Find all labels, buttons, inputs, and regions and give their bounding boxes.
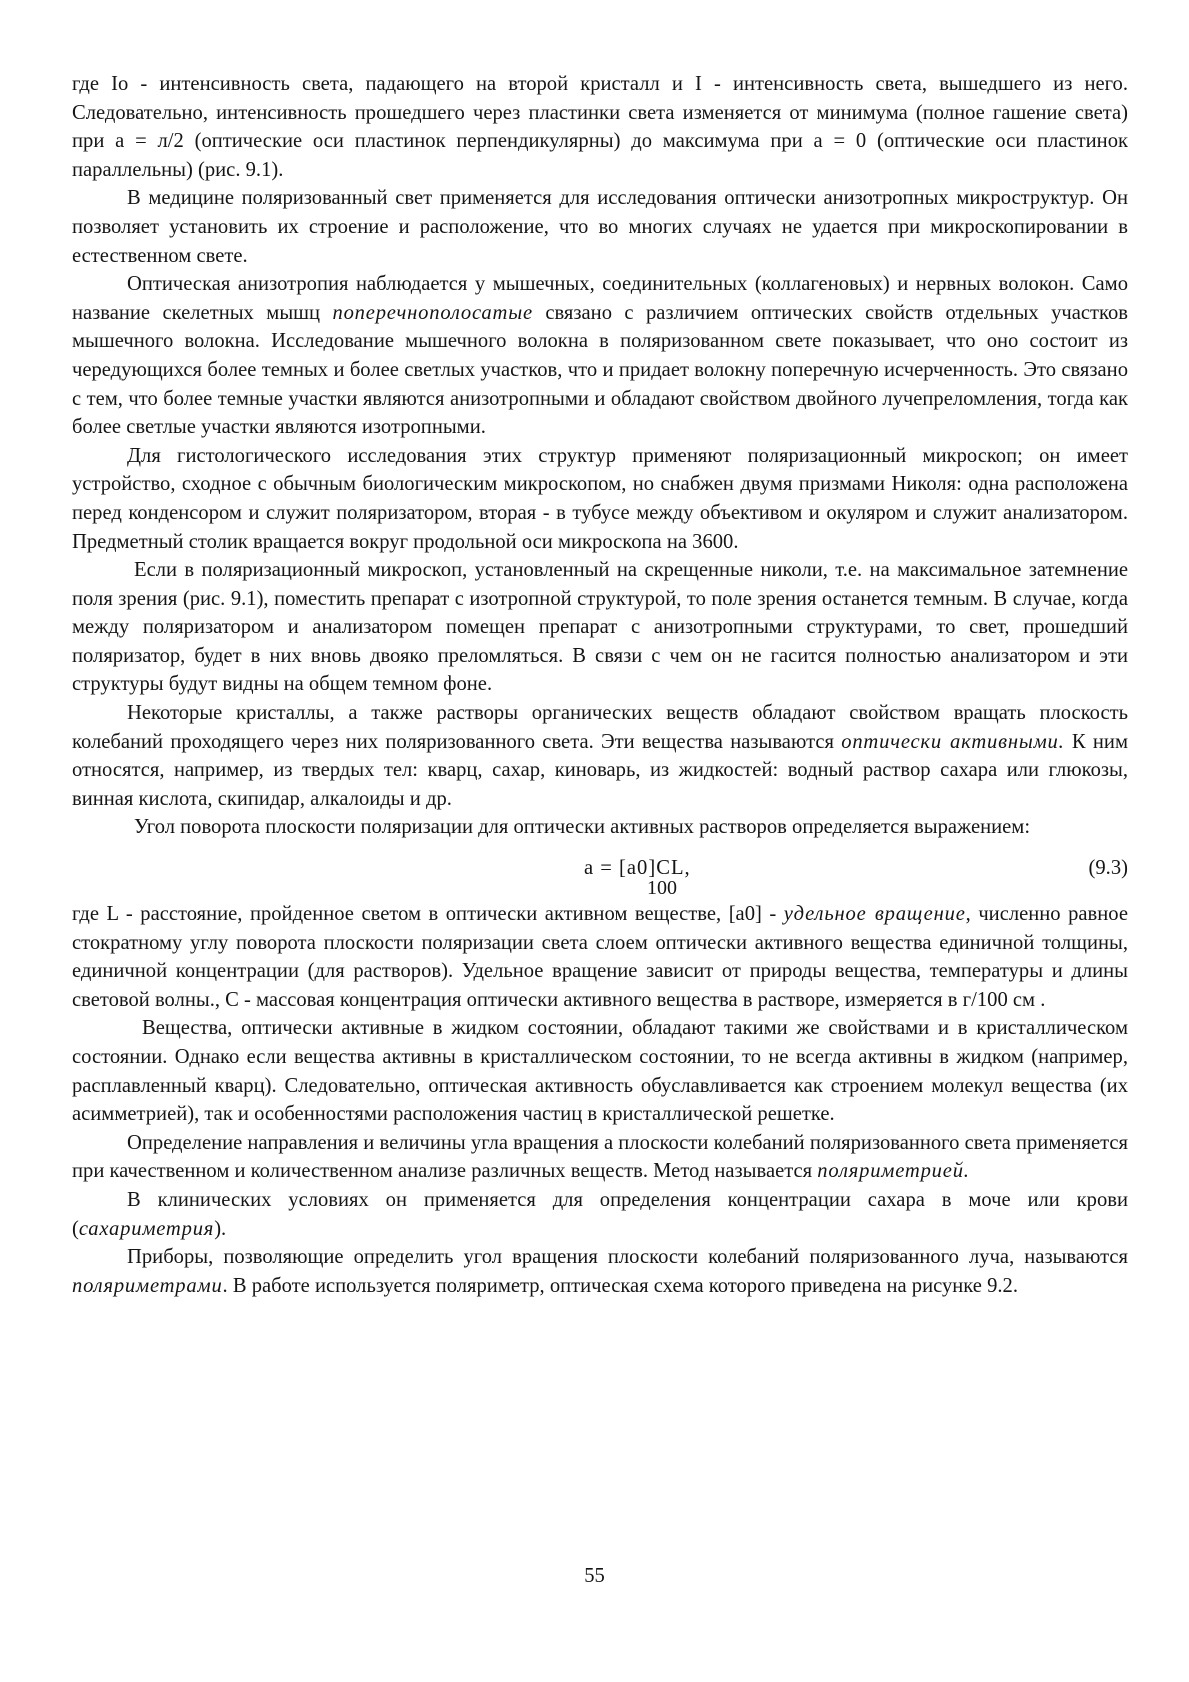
term-polarimeters: поляриметрами: [72, 1274, 223, 1297]
paragraph-10-text-a: Определение направления и величины угла вращения a плоскости колебаний поляризованного света применяется при качественном и количественном анализе различных веществ. Метод называется: [72, 1131, 1128, 1183]
paragraph-2: В медицине поляризованный свет применяется для исследования оптически анизотропных микроструктур. Он позволяет установить их строение и расположение, что во многих случаях не удается при микроскопировании в естественном свете.: [72, 187, 1128, 267]
page-number: 55: [584, 1565, 605, 1587]
paragraph-7: Угол поворота плоскости поляризации для оптически активных растворов определяется выражением:: [134, 816, 1031, 839]
formula-expression: a = [a0]CL,: [584, 857, 691, 880]
paragraph-8-text-a: где L - расстояние, пройденное светом в оптически активном веществе, [a0] -: [72, 903, 784, 926]
paragraph-9: Вещества, оптически активные в жидком состоянии, обладают такими же свойствами и в кристаллическом состоянии. Однако если вещества активны в кристаллическом состоянии, то не всегда активны в жидком (например, расплавленный кварц). Следовательно, оптическая активность обуславливается как строением молекул вещества (их асимметрией), так и особенностями расположения частиц в кристаллической решетке.: [72, 1017, 1128, 1126]
paragraph-8: [72, 900, 1128, 1014]
paragraph-5: Если в поляризационный микроскоп, установленный на скрещенные николи, т.е. на максимальное затемнение поля зрения (рис. 9.1), поместить препарат с изотропной структурой, то поле зрения останется темным. В случае, когда между поляризатором и анализатором помещен препарат с анизотропными структурами, то свет, прошедший поляризатор, будет в них вновь двояко преломляться. В связи с чем он не гасится полностью анализатором и эти структуры будут видны на общем темном фоне.: [72, 559, 1128, 696]
paragraph-6-text-b: К ним относятся, например, из твердых тел: кварц, сахар, киноварь, из жидкостей: водный раствор сахара или глюкозы, винная кислота, скипидар, алкалоиды и др.: [72, 730, 1128, 810]
paragraph-8-text-b: , численно равное стократному углу поворота плоскости поляризации света слоем оптически активного вещества единичной толщины, единичной концентрации (для растворов). Удельное вращение зависит от природы вещества, температуры и длины световой волны., С - массовая концентрация оптически активного вещества в растворе, измеряется в г/100 см .: [72, 903, 1128, 1011]
paragraph-3-text-a: Оптическая анизотропия наблюдается у мышечных, соединительных (коллагеновых) и нервных волокон. Само название скелетных мышц: [72, 273, 1128, 324]
formula-number: (9.3): [1088, 857, 1128, 880]
term-saccharimetry: сахариметрия: [78, 1217, 215, 1240]
formula-denominator: 100: [647, 877, 677, 900]
body-text: [72, 70, 1128, 1300]
formula-9-3: [72, 842, 1128, 900]
paragraph-4: Для гистологического исследования этих структур применяют поляризационный микроскоп; он имеет устройство, сходное с обычным биологическим микроскопом, но снабжен двумя призмами Николя: одна расположена перед конденсором и служит поляризатором, вторая - в тубусе между объективом и окуляром и служит анализатором. Предметный столик вращается вокруг продольной оси микроскопа на 3600.: [72, 444, 1128, 553]
paragraph-11-text-b: ).: [214, 1217, 227, 1240]
paragraph-12: [72, 1243, 1128, 1300]
paragraph-3-text-b: связано с различием оптических свойств отдельных участков мышечного волокна. Исследование мышечного волокна в поляризованном свете показывает, что оно состоит из чередующихся более темных и более светлых участков, что и придает волокну поперечную исчерченность. Это связано с тем, что более темные участки являются анизотропными и обладают свойством двойного лучепреломления, тогда как более светлые участки являются изотропными.: [72, 301, 1129, 439]
paragraph-12-text-b: . В работе используется поляриметр, оптическая схема которого приведена на рисунке 9.2.: [222, 1274, 1018, 1297]
paragraph-6: [72, 699, 1128, 813]
paragraph-3: [72, 270, 1128, 442]
paragraph-10: [72, 1129, 1128, 1186]
term-cross-striated: поперечнополосатые: [332, 301, 533, 324]
paragraph-1: где Iо - интенсивность света, падающего на второй кристалл и I - интенсивность света, вышедшего из него. Следовательно, интенсивность прошедшего через пластинки света изменяется от минимума (полное гашение света) при a = л/2 (оптические оси пластинок перпендикулярны) до максимума при a = 0 (оптические оси пластинок параллельны) (рис. 9.1).: [72, 73, 1128, 181]
paragraph-12-text-a: Приборы, позволяющие определить угол вращения плоскости колебаний поляризованного луча, называются: [127, 1246, 1128, 1269]
term-optically-active: оптически активными.: [841, 730, 1065, 753]
paragraph-11-text-a: В клинических условиях он применяется для определения концентрации сахара в моче или крови (: [72, 1188, 1128, 1240]
paragraph-6-text-a: Некоторые кристаллы, а также растворы органических веществ обладают свойством вращать плоскость колебаний проходящего через них поляризованного света. Эти вещества называются: [72, 702, 1128, 753]
term-specific-rotation: удельное вращение: [783, 903, 966, 926]
paragraph-11: [72, 1186, 1128, 1243]
term-polarimetry: поляриметрией.: [817, 1160, 970, 1183]
